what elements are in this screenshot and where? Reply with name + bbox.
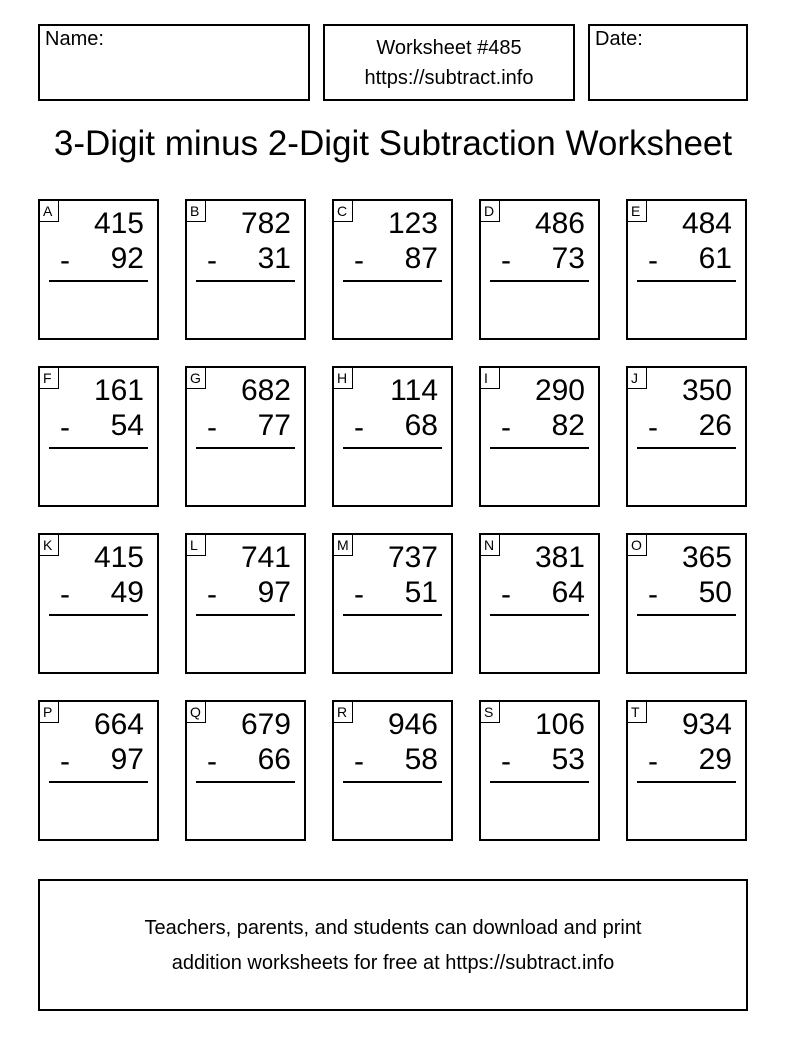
problem-letter: Q — [186, 701, 206, 723]
minuend: 123 — [387, 207, 438, 240]
answer-line — [637, 781, 736, 783]
minus-sign: - — [207, 578, 217, 611]
subtrahend: 66 — [257, 743, 291, 776]
answer-line — [490, 781, 589, 783]
answer-line — [49, 781, 148, 783]
minus-sign: - — [207, 244, 217, 277]
problem-card[interactable] — [626, 199, 747, 340]
problem-letter: I — [480, 367, 500, 389]
answer-line — [490, 614, 589, 616]
name-field[interactable] — [38, 24, 310, 101]
problem-letter: A — [39, 200, 59, 222]
minuend: 161 — [93, 374, 144, 407]
minus-sign: - — [648, 411, 658, 444]
problem-letter: F — [39, 367, 59, 389]
problem-letter: R — [333, 701, 353, 723]
problem-letter: G — [186, 367, 206, 389]
answer-line — [196, 447, 295, 449]
problem-letter: E — [627, 200, 647, 222]
subtrahend: 87 — [404, 242, 438, 275]
date-label: Date: — [595, 28, 643, 50]
answer-line — [343, 781, 442, 783]
minuend: 679 — [240, 708, 291, 741]
problem-card[interactable] — [332, 700, 453, 841]
subtrahend: 58 — [404, 743, 438, 776]
problem-letter: P — [39, 701, 59, 723]
problem-card[interactable] — [332, 199, 453, 340]
minus-sign: - — [648, 745, 658, 778]
minuend: 415 — [93, 207, 144, 240]
problem-card[interactable] — [479, 366, 600, 507]
minus-sign: - — [648, 244, 658, 277]
subtrahend: 68 — [404, 409, 438, 442]
minuend: 381 — [534, 541, 585, 574]
minus-sign: - — [501, 745, 511, 778]
minuend: 484 — [681, 207, 732, 240]
answer-line — [343, 280, 442, 282]
problem-card[interactable] — [38, 533, 159, 674]
problem-card[interactable] — [626, 700, 747, 841]
minus-sign: - — [648, 578, 658, 611]
answer-line — [49, 447, 148, 449]
minuend: 737 — [387, 541, 438, 574]
answer-line — [49, 614, 148, 616]
minus-sign: - — [501, 411, 511, 444]
answer-line — [637, 280, 736, 282]
problem-card[interactable] — [185, 700, 306, 841]
problem-letter: T — [627, 701, 647, 723]
page-title: 3-Digit minus 2-Digit Subtraction Worksheet — [53, 124, 733, 163]
subtrahend: 54 — [110, 409, 144, 442]
problem-card[interactable] — [185, 199, 306, 340]
minuend: 946 — [387, 708, 438, 741]
problem-card[interactable] — [626, 366, 747, 507]
subtrahend: 82 — [551, 409, 585, 442]
problem-card[interactable] — [479, 199, 600, 340]
problem-card[interactable] — [479, 533, 600, 674]
subtrahend: 26 — [698, 409, 732, 442]
answer-line — [637, 614, 736, 616]
footer-note — [38, 879, 748, 1011]
problem-card[interactable] — [479, 700, 600, 841]
answer-line — [49, 280, 148, 282]
answer-line — [196, 280, 295, 282]
problem-letter: L — [186, 534, 206, 556]
minuend: 664 — [93, 708, 144, 741]
problem-letter: K — [39, 534, 59, 556]
date-field[interactable] — [588, 24, 748, 101]
problem-letter: D — [480, 200, 500, 222]
answer-line — [490, 280, 589, 282]
minus-sign: - — [60, 578, 70, 611]
problem-letter: J — [627, 367, 647, 389]
minus-sign: - — [354, 578, 364, 611]
subtrahend: 53 — [551, 743, 585, 776]
subtrahend: 51 — [404, 576, 438, 609]
minus-sign: - — [354, 411, 364, 444]
answer-line — [490, 447, 589, 449]
problem-card[interactable] — [332, 366, 453, 507]
footer-line-2: addition worksheets for free at https://subtract.info — [171, 952, 615, 974]
minuend: 114 — [390, 374, 438, 407]
minus-sign: - — [207, 411, 217, 444]
subtrahend: 77 — [257, 409, 291, 442]
minuend: 106 — [534, 708, 585, 741]
problem-letter: H — [333, 367, 353, 389]
minuend: 350 — [681, 374, 732, 407]
subtrahend: 61 — [698, 242, 732, 275]
problem-card[interactable] — [185, 533, 306, 674]
minuend: 365 — [681, 541, 732, 574]
minus-sign: - — [354, 745, 364, 778]
minus-sign: - — [501, 244, 511, 277]
problem-card[interactable] — [38, 199, 159, 340]
minuend: 415 — [93, 541, 144, 574]
answer-line — [637, 447, 736, 449]
subtrahend: 49 — [110, 576, 144, 609]
minuend: 290 — [534, 374, 585, 407]
minus-sign: - — [60, 745, 70, 778]
worksheet-info — [323, 24, 575, 101]
answer-line — [343, 447, 442, 449]
subtrahend: 97 — [110, 743, 144, 776]
problem-letter: O — [627, 534, 647, 556]
problem-letter: M — [333, 534, 353, 556]
problem-letter: S — [480, 701, 500, 723]
minuend: 782 — [240, 207, 291, 240]
problem-card[interactable] — [38, 700, 159, 841]
minuend: 934 — [681, 708, 732, 741]
problem-card[interactable] — [626, 533, 747, 674]
subtrahend: 29 — [698, 743, 732, 776]
name-label: Name: — [45, 28, 104, 50]
minus-sign: - — [501, 578, 511, 611]
website-link[interactable]: https://subtract.info — [364, 67, 534, 89]
minuend: 682 — [240, 374, 291, 407]
subtrahend: 50 — [698, 576, 732, 609]
answer-line — [196, 781, 295, 783]
worksheet-number: Worksheet #485 — [376, 37, 522, 59]
minus-sign: - — [354, 244, 364, 277]
minus-sign: - — [60, 411, 70, 444]
footer-line-1: Teachers, parents, and students can download and print — [144, 917, 642, 939]
problem-card[interactable] — [185, 366, 306, 507]
minuend: 741 — [240, 541, 291, 574]
answer-line — [343, 614, 442, 616]
subtrahend: 92 — [110, 242, 144, 275]
problem-card[interactable] — [38, 366, 159, 507]
problem-card[interactable] — [332, 533, 453, 674]
minuend: 486 — [534, 207, 585, 240]
subtrahend: 73 — [551, 242, 585, 275]
problem-letter: B — [186, 200, 206, 222]
subtrahend: 31 — [257, 242, 291, 275]
minus-sign: - — [207, 745, 217, 778]
problem-letter: N — [480, 534, 500, 556]
subtrahend: 64 — [551, 576, 585, 609]
problem-letter: C — [333, 200, 353, 222]
subtrahend: 97 — [257, 576, 291, 609]
answer-line — [196, 614, 295, 616]
minus-sign: - — [60, 244, 70, 277]
